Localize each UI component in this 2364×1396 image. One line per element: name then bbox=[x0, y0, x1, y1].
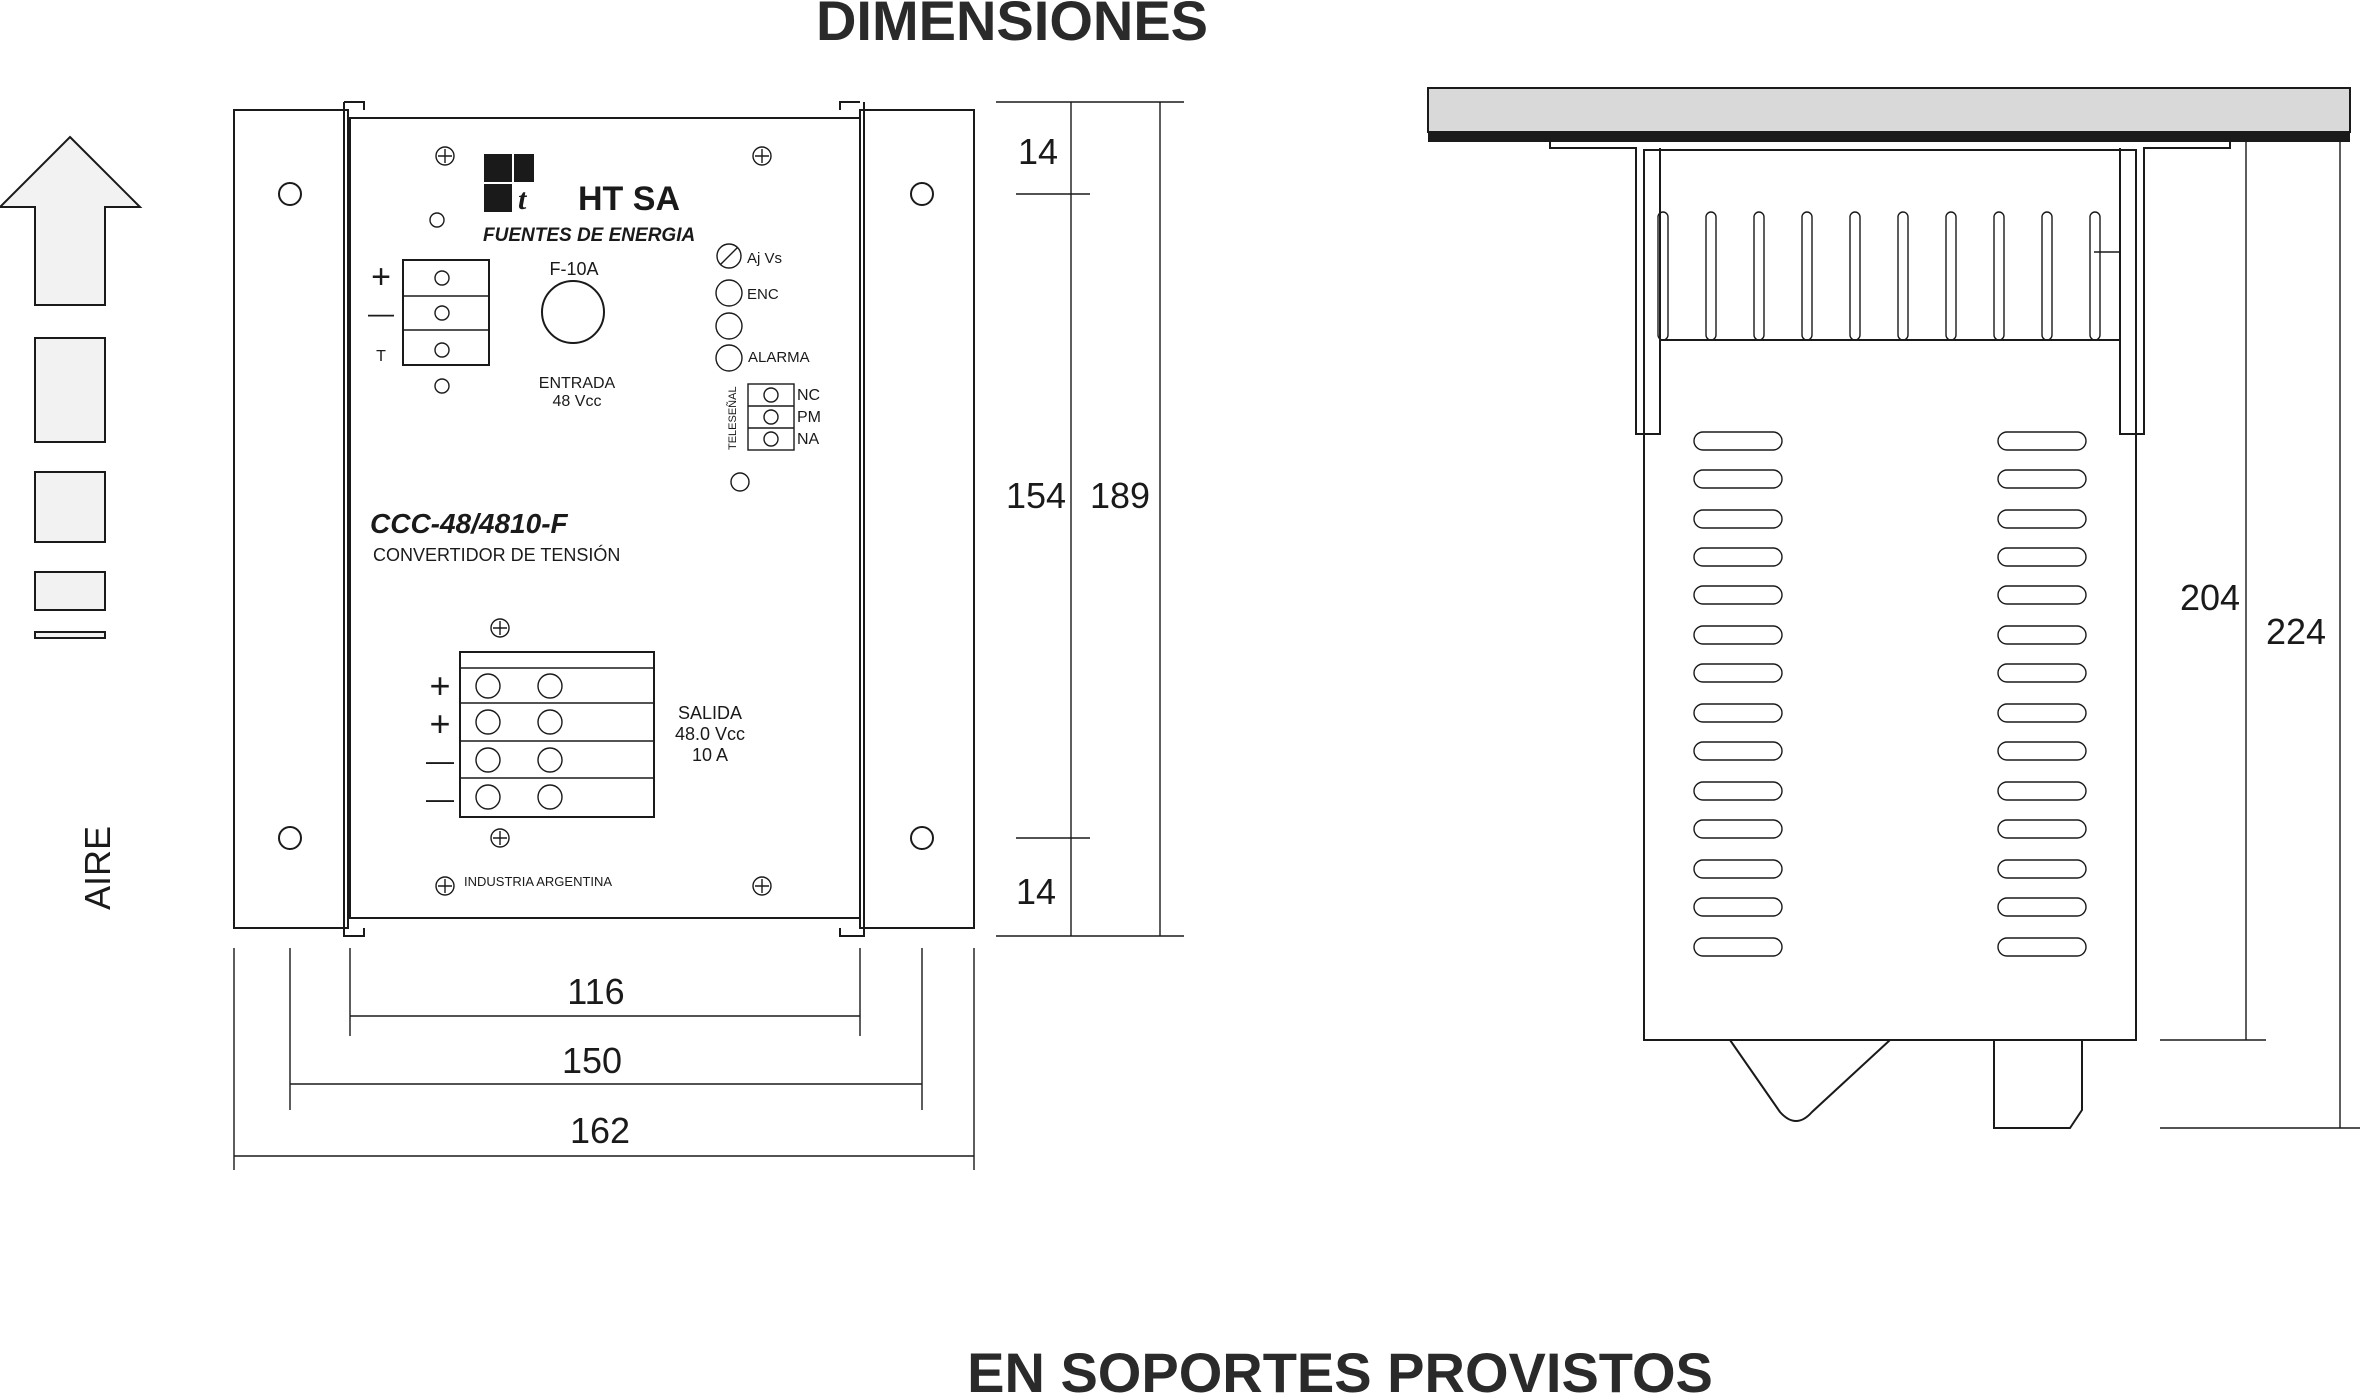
left-bracket bbox=[234, 110, 348, 928]
ht-logo-icon bbox=[484, 154, 534, 216]
dim-top-margin: 14 bbox=[1017, 131, 1059, 172]
side-body bbox=[1644, 150, 2136, 1040]
brand-subtitle: FUENTES DE ENERGIA bbox=[483, 225, 696, 246]
input-terminal-block bbox=[403, 260, 489, 365]
side-dimension-lines bbox=[2160, 142, 2360, 1128]
telesenal-na: NA bbox=[797, 431, 820, 448]
cable-connector bbox=[1730, 1040, 1890, 1121]
dim-body-depth: 204 bbox=[2179, 577, 2241, 618]
right-mount-hole-top bbox=[911, 183, 933, 205]
heatsink-fins bbox=[1658, 212, 2100, 340]
output-label-3: 10 A bbox=[691, 745, 729, 765]
output-label-2: 48.0 Vcc bbox=[674, 724, 746, 744]
right-mount-hole-bottom bbox=[911, 827, 933, 849]
indicator-enc-label: ENC bbox=[747, 286, 779, 303]
output-plus-1: + bbox=[429, 665, 451, 706]
telesenal-nc: NC bbox=[797, 387, 821, 404]
left-mount-hole-bottom bbox=[279, 827, 301, 849]
enc-led bbox=[716, 280, 742, 306]
dim-mounting-width: 150 bbox=[561, 1040, 623, 1081]
dim-total-height: 189 bbox=[1089, 475, 1151, 516]
dim-panel-height: 154 bbox=[1005, 475, 1067, 516]
brand-name: HT SA bbox=[578, 180, 680, 218]
input-plus-symbol: + bbox=[371, 258, 391, 296]
left-mount-hole-top bbox=[279, 183, 301, 205]
model-number: CCC-48/4810-F bbox=[370, 508, 568, 539]
telesenal-block bbox=[748, 384, 794, 450]
indicator-alarm-label: ALARMA bbox=[748, 349, 810, 366]
output-minus-2: — bbox=[426, 783, 454, 814]
dim-total-depth: 224 bbox=[2265, 611, 2327, 652]
telesenal-pm: PM bbox=[797, 409, 821, 426]
front-view bbox=[234, 102, 974, 936]
output-minus-1: — bbox=[426, 745, 454, 776]
dim-bottom-margin: 14 bbox=[1015, 871, 1057, 912]
title-en-soportes: EN SOPORTES PROVISTOS bbox=[967, 1341, 1713, 1396]
fuse-label: F-10A bbox=[549, 259, 599, 279]
output-label-1: SALIDA bbox=[677, 703, 743, 723]
terminal-connector bbox=[1994, 1040, 2082, 1128]
alarm-led bbox=[716, 345, 742, 371]
output-plus-2: + bbox=[429, 703, 451, 744]
dim-inner-width: 116 bbox=[567, 971, 625, 1012]
airflow-arrow-icon bbox=[0, 137, 140, 638]
fuse-holder bbox=[542, 281, 604, 343]
dim-total-width: 162 bbox=[569, 1110, 631, 1151]
mounting-plate bbox=[1428, 88, 2350, 132]
input-t-symbol: T bbox=[376, 348, 386, 365]
telesenal-label: TELESEÑAL bbox=[727, 386, 739, 450]
right-bracket bbox=[860, 110, 974, 928]
model-description: CONVERTIDOR DE TENSIÓN bbox=[373, 545, 621, 565]
input-label-1: ENTRADA bbox=[538, 375, 616, 392]
indicator-adjust-label: Aj Vs bbox=[747, 250, 783, 267]
ht-logo-mark: t bbox=[518, 183, 527, 216]
input-minus-symbol: — bbox=[368, 298, 394, 328]
vent-slots bbox=[1694, 432, 2086, 956]
title-dimensiones: DIMENSIONES bbox=[815, 0, 1209, 52]
airflow-label: AIRE bbox=[77, 825, 118, 910]
origin-label: INDUSTRIA ARGENTINA bbox=[464, 874, 613, 889]
input-label-2: 48 Vcc bbox=[552, 393, 602, 410]
